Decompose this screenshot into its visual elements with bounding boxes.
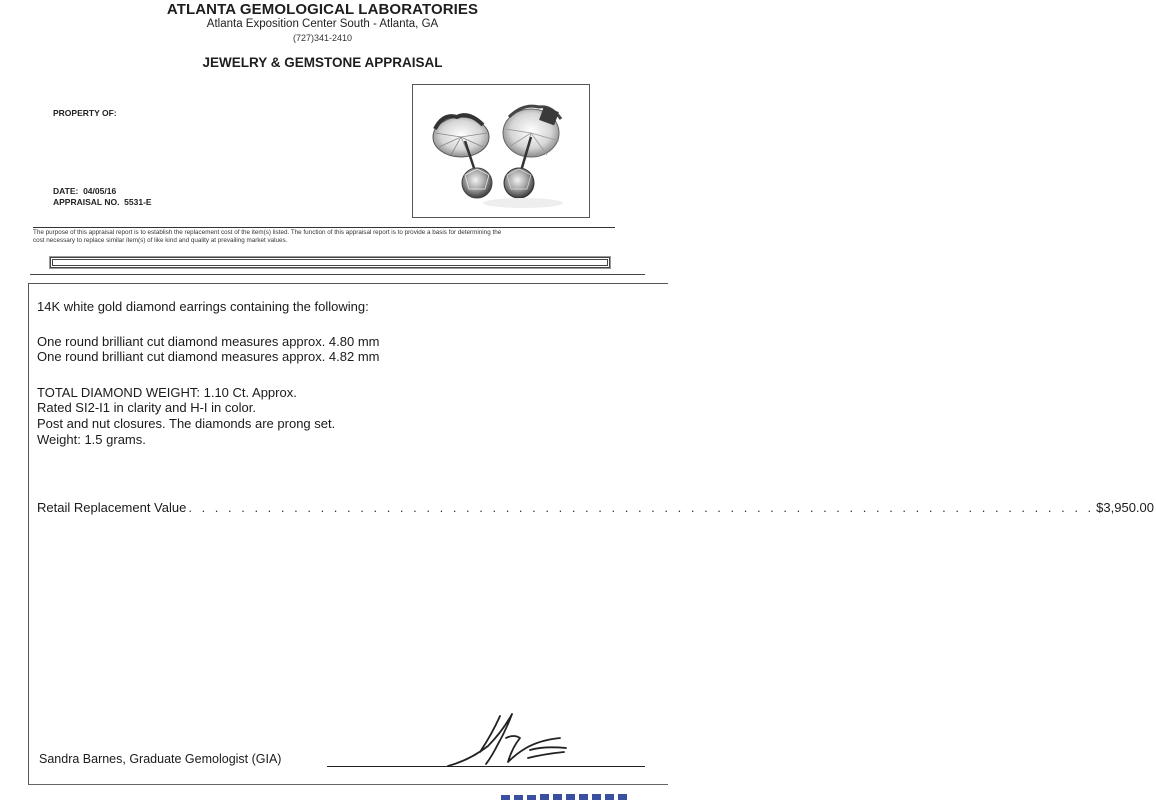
right-earring-back [503, 106, 561, 157]
lab-phone: (727)341-2410 [292, 33, 353, 43]
date-value: 04/05/16 [83, 186, 117, 196]
purpose-line: The purpose of this appraisal report is to establish the replacement cost of the item(s) listed. The function of this appraisal report is to provide a basis for determining the [33, 229, 502, 236]
earrings-photo [412, 84, 590, 218]
closure-setting: Post and nut closures. The diamonds are prong set. [37, 416, 336, 431]
appraisal-number-value: 5531-E [124, 197, 152, 207]
total-diamond-weight: TOTAL DIAMOND WEIGHT: 1.10 Ct. Approx. [37, 385, 297, 400]
clarity-color-rating: Rated SI2-I1 in clarity and H-I in color. [37, 400, 256, 415]
handwritten-signature-icon [440, 708, 580, 770]
stone-measurement: One round brilliant cut diamond measures approx. 4.82 mm [37, 349, 380, 364]
date-label: DATE: [53, 186, 79, 196]
item-intro: 14K white gold diamond earrings containing the following: [37, 299, 369, 314]
property-of-label: PROPERTY OF: [53, 108, 117, 118]
section-divider [30, 274, 645, 275]
document-title: JEWELRY & GEMSTONE APPRAISAL [202, 55, 443, 70]
value-label: Retail Replacement Value [37, 500, 187, 515]
purpose-statement [33, 229, 613, 245]
left-diamond [462, 168, 492, 198]
left-earring-back [433, 115, 489, 157]
purpose-line: cost necessary to replace similar item(s) of like kind and quality at prevailing market values. [33, 237, 288, 244]
retail-replacement-value-row [37, 500, 1155, 515]
earrings-photo-icon [413, 85, 589, 217]
lab-address: Atlanta Exposition Center South - Atlanta, GA [206, 18, 439, 30]
stone-measurement: One round brilliant cut diamond measures approx. 4.80 mm [37, 334, 380, 349]
appraisal-number-field [53, 197, 152, 207]
double-border-bar [50, 257, 610, 268]
date-field [53, 186, 116, 196]
stamp-edge-icon [495, 792, 645, 800]
signer-name: Sandra Barnes, Graduate Gemologist (GIA) [39, 752, 282, 766]
right-diamond [504, 168, 534, 198]
item-weight: Weight: 1.5 grams. [37, 432, 146, 447]
purpose-rule [33, 227, 615, 228]
leader-dots: . . . . . . . . . . . . . . . . . . . . . . . . . . . . . . . . . . . . . . . . . . . . . . . . . . . . . . . . . . . . . . . . . . . . . [188, 500, 1095, 515]
value-amount: $3,950.00 [1096, 500, 1155, 515]
lab-name: ATLANTA GEMOLOGICAL LABORATORIES [166, 1, 479, 18]
appraisal-number-label: APPRAISAL NO. [53, 197, 120, 207]
property-of-field [53, 108, 117, 118]
